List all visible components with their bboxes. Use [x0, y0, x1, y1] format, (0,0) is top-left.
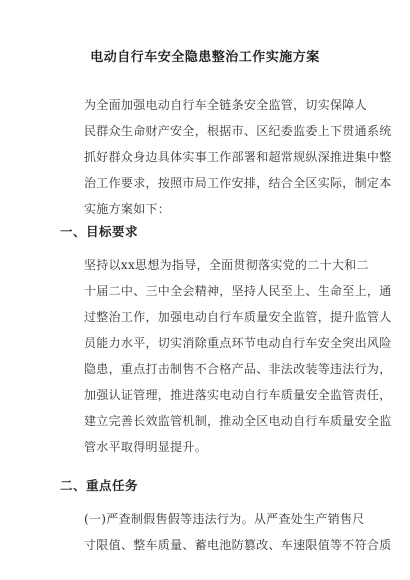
- intro-line: 为全面加强电动自行车全链条安全监管，切实保障人: [84, 98, 367, 112]
- intro-line: 民群众生命财产安全，根据市、区纪委监委上下贯通系统: [84, 124, 392, 138]
- section-heading-tasks: 二、重点任务: [60, 478, 139, 493]
- section-heading-goals: 一、目标要求: [60, 224, 139, 239]
- goals-paragraph: [60, 252, 392, 460]
- intro-line: 实施方案如下：: [84, 202, 171, 216]
- goals-line: 建立完善长效监管机制，推动全区电动自行车质量安全监: [84, 414, 392, 428]
- goals-line: 隐患，重点打击制售不合格产品、非法改装等违法行为，: [84, 362, 392, 376]
- tasks-line: 寸限值、整车质量、蓄电池防篡改、车速限值等不符合质: [84, 538, 392, 552]
- goals-line: 管水平取得明显提升。: [84, 440, 208, 454]
- goals-line: 坚持以xx思想为指导，全面贯彻落实党的二十大和二: [84, 258, 369, 272]
- document-title: 电动自行车安全隐患整治工作实施方案: [90, 50, 320, 65]
- goals-line: 员能力水平，切实消除重点环节电动自行车安全突出风险: [84, 336, 392, 350]
- tasks-line: (一)严查制假售假等违法行为。从严查处生产销售尺: [84, 512, 365, 526]
- goals-line: 加强认证管理，推进落实电动自行车质量安全监管责任，: [84, 388, 392, 402]
- intro-line: 抓好群众身边具体实事工作部署和超常规纵深推进集中整: [84, 150, 392, 164]
- intro-line: 治工作要求，按照市局工作安排，结合全区实际，制定本: [84, 176, 392, 190]
- goals-line: 十届二中、三中全会精神，坚持人民至上、生命至上，通: [84, 284, 392, 298]
- intro-paragraph: [60, 92, 392, 222]
- tasks-paragraph: [60, 506, 392, 558]
- goals-line: 过整治工作，加强电动自行车质量安全监管，提升监管人: [84, 310, 392, 324]
